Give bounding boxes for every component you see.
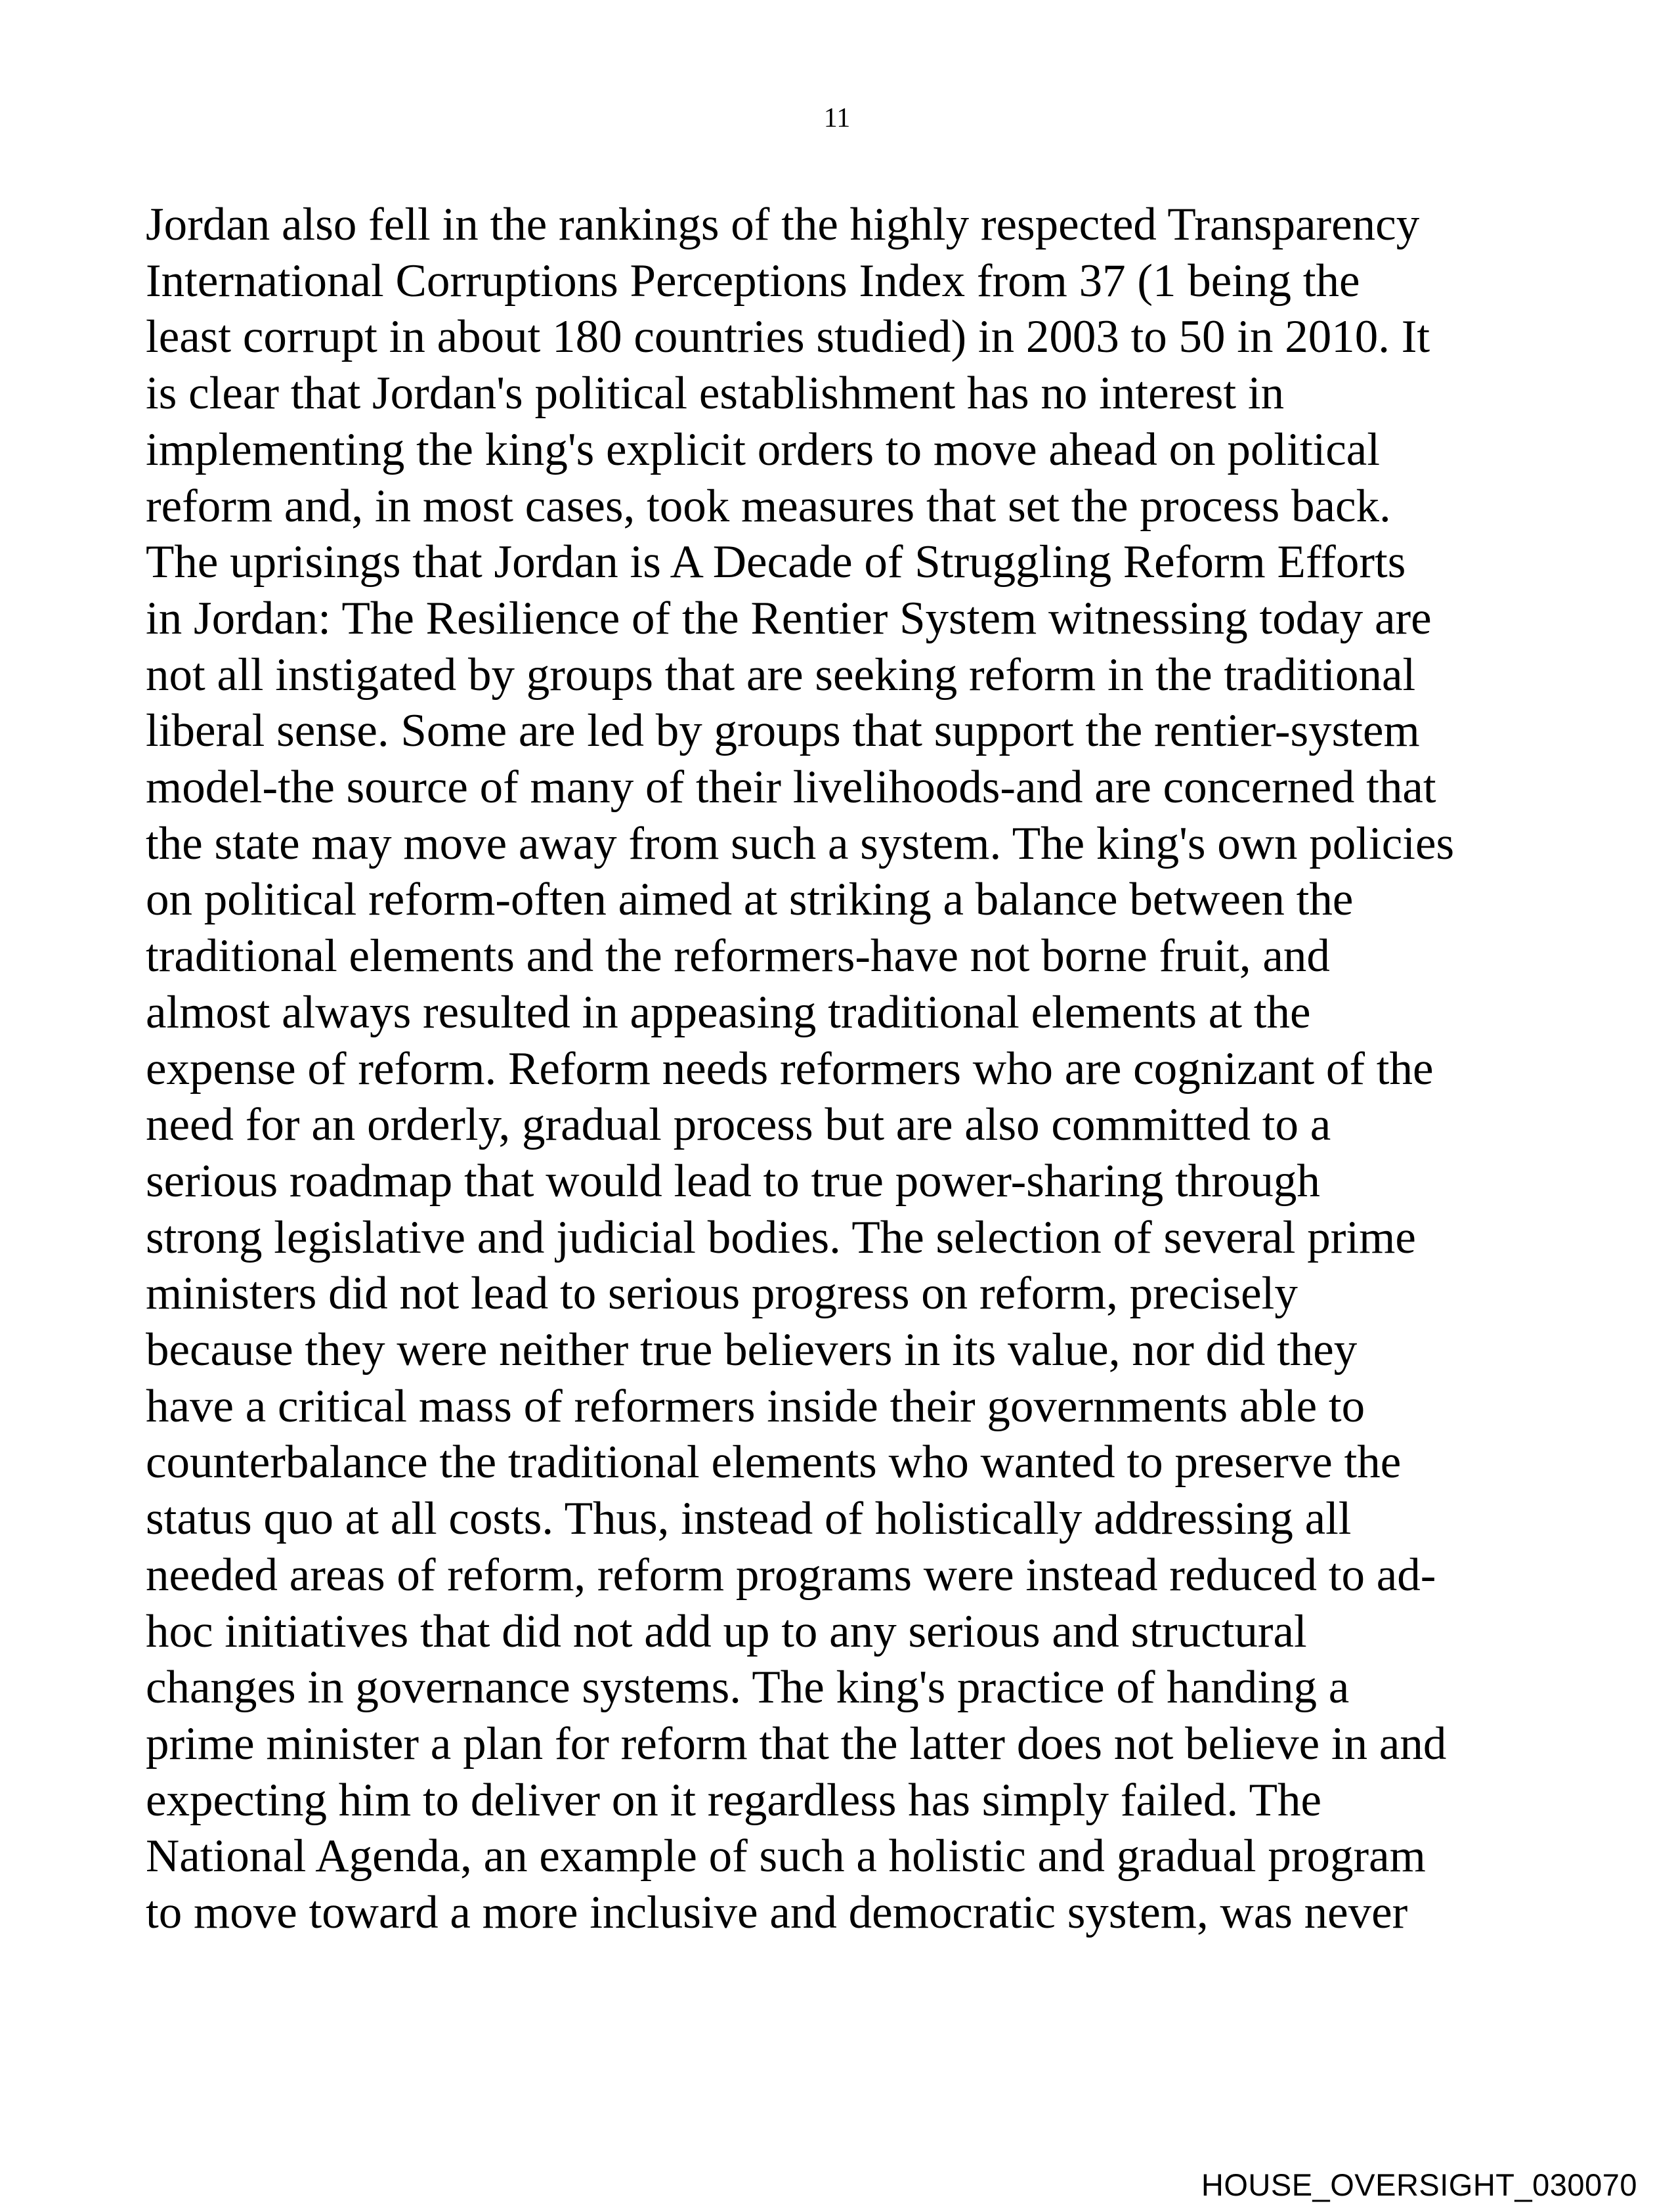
page-number: 11	[823, 103, 851, 133]
text-line: prime minister a plan for reform that the latter does not believe in and	[146, 1718, 1447, 1769]
text-line: The uprisings that Jordan is A Decade of Struggling Reform Efforts	[146, 536, 1406, 588]
text-line: expecting him to deliver on it regardless has simply failed. The	[146, 1774, 1321, 1826]
text-line: traditional elements and the reformers-have not borne fruit, and	[146, 930, 1330, 982]
text-line: almost always resulted in appeasing traditional elements at the	[146, 986, 1311, 1038]
text-line: implementing the king's explicit orders to move ahead on political	[146, 423, 1381, 475]
text-line: strong legislative and judicial bodies. The selection of several prime	[146, 1211, 1416, 1263]
text-line: reform and, in most cases, took measures that set the process back.	[146, 480, 1391, 532]
text-line: model-the source of many of their livelihoods-and are concerned that	[146, 762, 1436, 813]
text-line: hoc initiatives that did not add up to any serious and structural	[146, 1605, 1307, 1657]
text-line: serious roadmap that would lead to true power-sharing through	[146, 1155, 1320, 1207]
bates-number: HOUSE_OVERSIGHT_030070	[1201, 2167, 1637, 2202]
text-line: counterbalance the traditional elements who wanted to preserve the	[146, 1437, 1402, 1488]
text-line: because they were neither true believers in its value, nor did they	[146, 1324, 1358, 1376]
text-line: on political reform-often aimed at striking a balance between the	[146, 874, 1354, 926]
text-line: to move toward a more inclusive and democratic system, was never	[146, 1887, 1408, 1939]
text-line: status quo at all costs. Thus, instead of holistically addressing all	[146, 1493, 1352, 1545]
text-line: is clear that Jordan's political establishment has no interest in	[146, 368, 1285, 420]
text-line: need for an orderly, gradual process but are also committed to a	[146, 1099, 1331, 1151]
text-line: the state may move away from such a system. The king's own policies	[146, 817, 1455, 869]
text-line: needed areas of reform, reform programs were instead reduced to ad-	[146, 1549, 1436, 1601]
text-line: expense of reform. Reform needs reformers who are cognizant of the	[146, 1043, 1434, 1095]
text-line: National Agenda, an example of such a holistic and gradual program	[146, 1831, 1426, 1882]
text-line: least corrupt in about 180 countries studied) in 2003 to 50 in 2010. It	[146, 311, 1430, 363]
text-line: liberal sense. Some are led by groups that support the rentier-system	[146, 705, 1420, 757]
text-line: International Corruptions Perceptions Index from 37 (1 being the	[146, 255, 1360, 307]
text-line: Jordan also fell in the rankings of the highly respected Transparency	[146, 199, 1420, 250]
text-line: ministers did not lead to serious progress on reform, precisely	[146, 1268, 1298, 1320]
text-line: in Jordan: The Resilience of the Rentier System witnessing today are	[146, 592, 1432, 644]
text-line: changes in governance systems. The king's practice of handing a	[146, 1662, 1350, 1714]
text-line: not all instigated by groups that are seeking reform in the traditional	[146, 649, 1416, 701]
text-line: have a critical mass of reformers inside their governments able to	[146, 1380, 1365, 1432]
body-paragraph	[146, 197, 1557, 1941]
